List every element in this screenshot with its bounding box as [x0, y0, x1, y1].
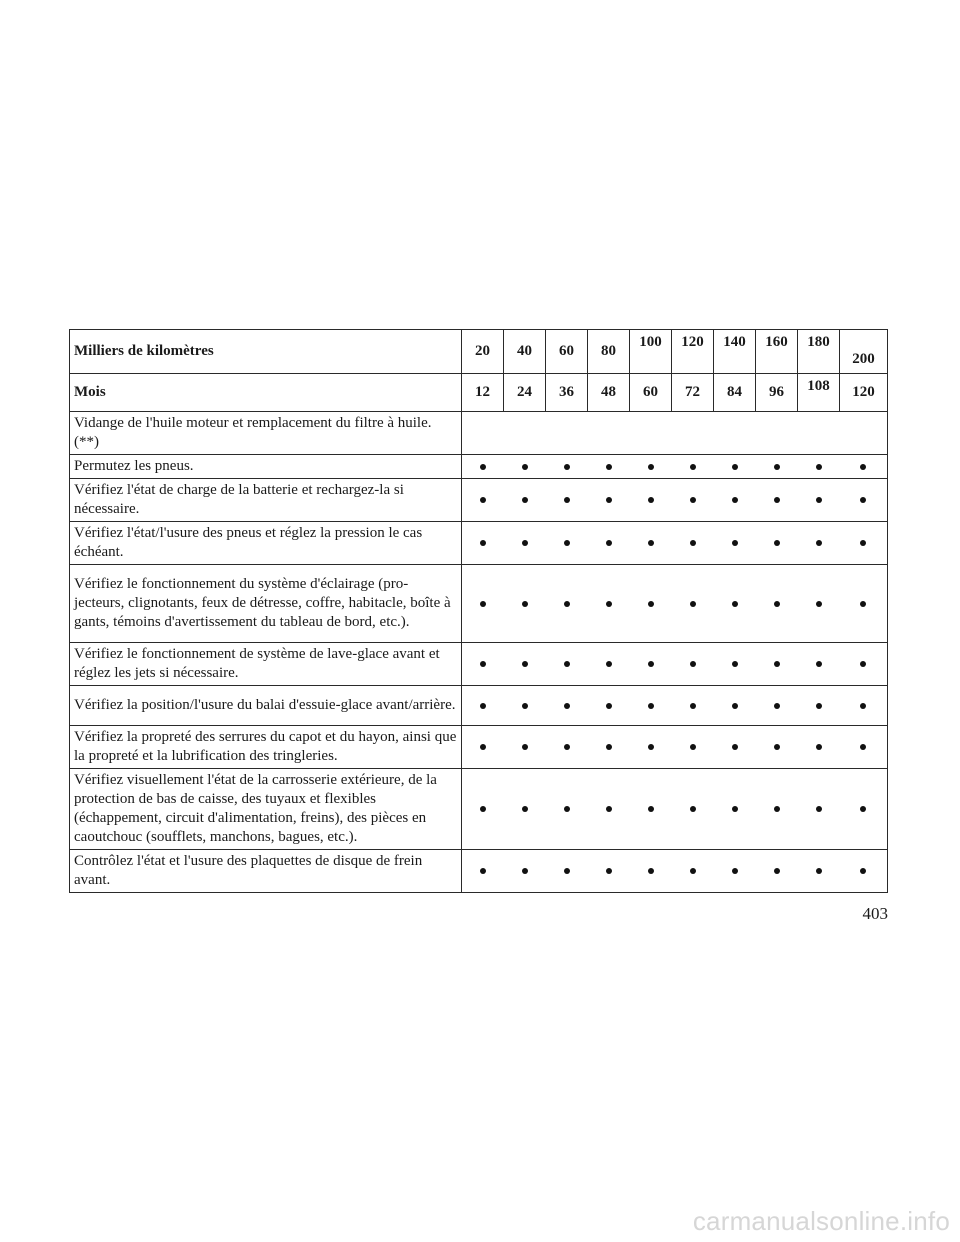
task-description: Vérifiez le fonctionnement de système de lave-glace avant et réglez les jets si nécessaire.: [70, 643, 462, 686]
interval-mark-cell: [588, 686, 630, 726]
interval-mark-cell: [630, 643, 672, 686]
bullet-dot-icon: [732, 661, 738, 667]
bullet-dot-icon: [816, 806, 822, 812]
km-value: 80: [588, 330, 630, 374]
bullet-dot-icon: [522, 806, 528, 812]
bullet-dot-icon: [606, 497, 612, 503]
bullet-dot-icon: [732, 703, 738, 709]
bullet-dot-icon: [860, 744, 866, 750]
bullet-dot-icon: [606, 661, 612, 667]
bullet-dot-icon: [860, 540, 866, 546]
interval-mark-cell: [672, 455, 714, 479]
interval-mark-cell: [798, 769, 840, 850]
interval-mark-cell: [546, 455, 588, 479]
bullet-dot-icon: [480, 703, 486, 709]
interval-mark-cell: [840, 565, 888, 643]
bullet-dot-icon: [860, 601, 866, 607]
watermark-text: carmanualsonline.info: [692, 1206, 950, 1236]
table-row: [70, 769, 888, 850]
interval-mark-cell: [588, 522, 630, 565]
bullet-dot-icon: [860, 661, 866, 667]
task-description: Vérifiez visuellement l'état de la carrosserie extérieure, de la protection de bas de caisse, des tuyaux et flexibles (échappement, circuit d'alimentation, freins), des pièces en caoutchouc (soufflets, manchons, bagues, etc.).: [70, 769, 462, 850]
interval-mark-cell: [630, 769, 672, 850]
bullet-dot-icon: [690, 868, 696, 874]
bullet-dot-icon: [860, 497, 866, 503]
bullet-dot-icon: [774, 464, 780, 470]
schedule-body: [70, 412, 888, 893]
interval-mark-cell: [756, 726, 798, 769]
task-description: Vérifiez l'état/l'usure des pneus et réglez la pression le cas échéant.: [70, 522, 462, 565]
interval-mark-cell: [504, 455, 546, 479]
bullet-dot-icon: [690, 744, 696, 750]
bullet-dot-icon: [690, 806, 696, 812]
bullet-dot-icon: [816, 868, 822, 874]
interval-mark-cell: [588, 565, 630, 643]
table-row: [70, 726, 888, 769]
interval-mark-cell: [630, 479, 672, 522]
bullet-dot-icon: [690, 540, 696, 546]
bullet-dot-icon: [648, 601, 654, 607]
km-value: 20: [462, 330, 504, 374]
interval-mark-cell: [588, 850, 630, 893]
interval-mark-cell: [504, 686, 546, 726]
km-value: 40: [504, 330, 546, 374]
interval-mark-cell: [756, 643, 798, 686]
table-row: [70, 522, 888, 565]
interval-mark-cell: [588, 643, 630, 686]
bullet-dot-icon: [606, 601, 612, 607]
bullet-dot-icon: [774, 868, 780, 874]
bullet-dot-icon: [564, 868, 570, 874]
interval-mark-cell: [630, 686, 672, 726]
interval-mark-cell: [756, 686, 798, 726]
bullet-dot-icon: [816, 540, 822, 546]
interval-mark-cell: [630, 726, 672, 769]
interval-mark-cell: [672, 850, 714, 893]
bullet-dot-icon: [606, 868, 612, 874]
task-description: Contrôlez l'état et l'usure des plaquettes de disque de frein avant.: [70, 850, 462, 893]
bullet-dot-icon: [816, 744, 822, 750]
interval-mark-cell: [840, 850, 888, 893]
empty-interval-cell: [462, 412, 888, 455]
task-description: Vérifiez l'état de charge de la batterie et rechargez-la si nécessaire.: [70, 479, 462, 522]
bullet-dot-icon: [774, 661, 780, 667]
bullet-dot-icon: [732, 540, 738, 546]
interval-mark-cell: [840, 479, 888, 522]
interval-mark-cell: [546, 686, 588, 726]
interval-mark-cell: [462, 479, 504, 522]
header-row-kilometers: [70, 330, 888, 374]
interval-mark-cell: [588, 455, 630, 479]
interval-mark-cell: [672, 479, 714, 522]
interval-mark-cell: [714, 850, 756, 893]
bullet-dot-icon: [480, 497, 486, 503]
bullet-dot-icon: [606, 703, 612, 709]
bullet-dot-icon: [648, 464, 654, 470]
table-row: [70, 479, 888, 522]
bullet-dot-icon: [816, 661, 822, 667]
interval-mark-cell: [714, 565, 756, 643]
bullet-dot-icon: [690, 661, 696, 667]
interval-mark-cell: [714, 643, 756, 686]
bullet-dot-icon: [522, 703, 528, 709]
bullet-dot-icon: [732, 868, 738, 874]
interval-mark-cell: [504, 479, 546, 522]
interval-mark-cell: [798, 565, 840, 643]
km-header-label: Milliers de kilomètres: [70, 330, 462, 374]
bullet-dot-icon: [648, 661, 654, 667]
bullet-dot-icon: [564, 464, 570, 470]
bullet-dot-icon: [690, 601, 696, 607]
interval-mark-cell: [588, 726, 630, 769]
km-value: 160: [756, 330, 798, 374]
interval-mark-cell: [714, 479, 756, 522]
bullet-dot-icon: [522, 868, 528, 874]
table-row: [70, 565, 888, 643]
km-value: 60: [546, 330, 588, 374]
task-description: Permutez les pneus.: [70, 455, 462, 479]
interval-mark-cell: [756, 565, 798, 643]
bullet-dot-icon: [774, 540, 780, 546]
interval-mark-cell: [714, 455, 756, 479]
interval-mark-cell: [714, 726, 756, 769]
bullet-dot-icon: [564, 540, 570, 546]
bullet-dot-icon: [564, 806, 570, 812]
bullet-dot-icon: [860, 464, 866, 470]
interval-mark-cell: [798, 850, 840, 893]
table-row: [70, 850, 888, 893]
month-value: 108: [798, 374, 840, 412]
bullet-dot-icon: [732, 497, 738, 503]
month-value: 12: [462, 374, 504, 412]
interval-mark-cell: [798, 479, 840, 522]
interval-mark-cell: [546, 643, 588, 686]
interval-mark-cell: [672, 643, 714, 686]
bullet-dot-icon: [690, 703, 696, 709]
interval-mark-cell: [504, 643, 546, 686]
interval-mark-cell: [798, 522, 840, 565]
interval-mark-cell: [462, 686, 504, 726]
km-value: 100: [630, 330, 672, 374]
interval-mark-cell: [588, 479, 630, 522]
interval-mark-cell: [630, 565, 672, 643]
month-value: 48: [588, 374, 630, 412]
header-row-months: [70, 374, 888, 412]
table-row: [70, 455, 888, 479]
bullet-dot-icon: [606, 744, 612, 750]
bullet-dot-icon: [648, 868, 654, 874]
interval-mark-cell: [714, 686, 756, 726]
bullet-dot-icon: [480, 661, 486, 667]
interval-mark-cell: [798, 455, 840, 479]
bullet-dot-icon: [860, 868, 866, 874]
bullet-dot-icon: [522, 497, 528, 503]
interval-mark-cell: [756, 479, 798, 522]
bullet-dot-icon: [522, 661, 528, 667]
km-value: 200: [840, 330, 888, 374]
interval-mark-cell: [714, 769, 756, 850]
bullet-dot-icon: [648, 497, 654, 503]
interval-mark-cell: [630, 850, 672, 893]
km-value: 180: [798, 330, 840, 374]
bullet-dot-icon: [732, 744, 738, 750]
interval-mark-cell: [630, 455, 672, 479]
month-value: 96: [756, 374, 798, 412]
maintenance-schedule-table: [69, 329, 888, 893]
interval-mark-cell: [546, 850, 588, 893]
month-value: 72: [672, 374, 714, 412]
interval-mark-cell: [672, 565, 714, 643]
bullet-dot-icon: [774, 497, 780, 503]
bullet-dot-icon: [522, 464, 528, 470]
month-value: 120: [840, 374, 888, 412]
bullet-dot-icon: [564, 497, 570, 503]
bullet-dot-icon: [774, 744, 780, 750]
task-description: Vérifiez la position/l'usure du balai d'essuie-glace avant/arrière.: [70, 686, 462, 726]
interval-mark-cell: [546, 726, 588, 769]
bullet-dot-icon: [732, 806, 738, 812]
interval-mark-cell: [546, 522, 588, 565]
bullet-dot-icon: [522, 540, 528, 546]
interval-mark-cell: [840, 455, 888, 479]
interval-mark-cell: [462, 643, 504, 686]
interval-mark-cell: [798, 726, 840, 769]
interval-mark-cell: [798, 643, 840, 686]
bullet-dot-icon: [522, 601, 528, 607]
km-value: 120: [672, 330, 714, 374]
bullet-dot-icon: [648, 806, 654, 812]
interval-mark-cell: [672, 769, 714, 850]
bullet-dot-icon: [564, 661, 570, 667]
bullet-dot-icon: [480, 540, 486, 546]
month-value: 60: [630, 374, 672, 412]
task-description: Vérifiez la propreté des serrures du capot et du hayon, ainsi que la propreté et la lubrification des tringleries.: [70, 726, 462, 769]
interval-mark-cell: [840, 686, 888, 726]
interval-mark-cell: [462, 455, 504, 479]
interval-mark-cell: [504, 769, 546, 850]
month-value: 24: [504, 374, 546, 412]
bullet-dot-icon: [690, 497, 696, 503]
bullet-dot-icon: [774, 601, 780, 607]
bullet-dot-icon: [648, 703, 654, 709]
interval-mark-cell: [462, 726, 504, 769]
bullet-dot-icon: [732, 601, 738, 607]
interval-mark-cell: [798, 686, 840, 726]
interval-mark-cell: [588, 769, 630, 850]
interval-mark-cell: [546, 479, 588, 522]
bullet-dot-icon: [816, 601, 822, 607]
interval-mark-cell: [672, 522, 714, 565]
bullet-dot-icon: [774, 806, 780, 812]
interval-mark-cell: [546, 769, 588, 850]
bullet-dot-icon: [816, 497, 822, 503]
table-row: [70, 412, 888, 455]
interval-mark-cell: [462, 769, 504, 850]
interval-mark-cell: [462, 850, 504, 893]
bullet-dot-icon: [522, 744, 528, 750]
interval-mark-cell: [756, 455, 798, 479]
bullet-dot-icon: [648, 540, 654, 546]
bullet-dot-icon: [480, 464, 486, 470]
interval-mark-cell: [756, 769, 798, 850]
month-value: 36: [546, 374, 588, 412]
table-row: [70, 686, 888, 726]
table-row: [70, 643, 888, 686]
task-description: Vidange de l'huile moteur et remplacement du filtre à huile. (**): [70, 412, 462, 455]
bullet-dot-icon: [774, 703, 780, 709]
bullet-dot-icon: [480, 601, 486, 607]
interval-mark-cell: [840, 643, 888, 686]
month-value: 84: [714, 374, 756, 412]
bullet-dot-icon: [606, 806, 612, 812]
bullet-dot-icon: [564, 744, 570, 750]
bullet-dot-icon: [690, 464, 696, 470]
bullet-dot-icon: [860, 703, 866, 709]
interval-mark-cell: [504, 726, 546, 769]
task-description: Vérifiez le fonctionnement du système d'éclairage (pro-jecteurs, clignotants, feux de détresse, coffre, habitacle, boîte à gants, témoins d'avertissement du tableau de bord, etc.).: [70, 565, 462, 643]
interval-mark-cell: [462, 565, 504, 643]
interval-mark-cell: [462, 522, 504, 565]
interval-mark-cell: [504, 522, 546, 565]
interval-mark-cell: [672, 726, 714, 769]
bullet-dot-icon: [606, 540, 612, 546]
interval-mark-cell: [504, 565, 546, 643]
page-number: 403: [862, 904, 888, 923]
interval-mark-cell: [546, 565, 588, 643]
bullet-dot-icon: [564, 703, 570, 709]
km-value: 140: [714, 330, 756, 374]
bullet-dot-icon: [860, 806, 866, 812]
interval-mark-cell: [630, 522, 672, 565]
months-header-label: Mois: [70, 374, 462, 412]
interval-mark-cell: [840, 726, 888, 769]
bullet-dot-icon: [816, 703, 822, 709]
bullet-dot-icon: [816, 464, 822, 470]
bullet-dot-icon: [648, 744, 654, 750]
interval-mark-cell: [756, 522, 798, 565]
interval-mark-cell: [672, 686, 714, 726]
interval-mark-cell: [840, 769, 888, 850]
bullet-dot-icon: [606, 464, 612, 470]
interval-mark-cell: [714, 522, 756, 565]
bullet-dot-icon: [480, 868, 486, 874]
interval-mark-cell: [756, 850, 798, 893]
bullet-dot-icon: [564, 601, 570, 607]
bullet-dot-icon: [480, 806, 486, 812]
bullet-dot-icon: [480, 744, 486, 750]
interval-mark-cell: [504, 850, 546, 893]
bullet-dot-icon: [732, 464, 738, 470]
interval-mark-cell: [840, 522, 888, 565]
